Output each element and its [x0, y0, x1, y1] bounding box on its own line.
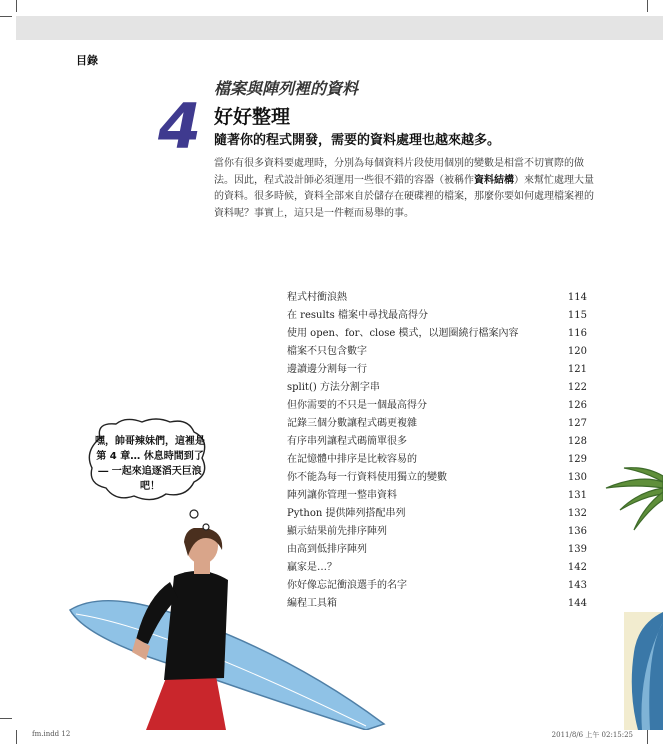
speech-bubble-text: 嘿，帥哥辣妹們，這裡是第 4 章… 休息時間到了 ― 一起來追逐滔天巨浪吧！	[95, 436, 205, 492]
toc-entry-page: 121	[567, 364, 587, 375]
toc-entry-title: 使用 open、for、close 模式，以迴圈繞行檔案內容	[287, 328, 519, 339]
toc-entry-page: 122	[567, 382, 587, 393]
toc-entry-page: 128	[567, 436, 587, 447]
chapter-description	[214, 156, 594, 222]
footer-file-info: fm.indd 12	[32, 730, 71, 738]
toc-entry-title: 有序串列讓程式碼簡單很多	[287, 436, 407, 447]
toc-entry-title: 你好像忘記衝浪選手的名字	[287, 580, 407, 591]
surfer-illustration	[66, 528, 392, 730]
toc-row[interactable]	[287, 379, 587, 397]
toc-entry-page: 131	[567, 490, 587, 501]
crop-mark	[16, 0, 17, 12]
chapter-title: 檔案與陣列裡的資料	[214, 79, 359, 98]
toc-entry-page: 136	[567, 526, 587, 537]
crop-mark	[16, 730, 17, 744]
toc-row[interactable]	[287, 451, 587, 469]
toc-entry-page: 129	[567, 454, 587, 465]
toc-entry-page: 132	[567, 508, 587, 519]
toc-entry-page: 116	[567, 328, 587, 339]
section-label: 目錄	[76, 54, 98, 67]
crop-mark	[0, 16, 12, 17]
crop-mark	[647, 0, 648, 12]
chapter-lead: 隨著你的程式開發，需要的資料處理也越來越多。	[214, 133, 501, 148]
toc-row[interactable]	[287, 343, 587, 361]
chapter-description-part-2: ）來幫忙處理大量的資料。很多時候，資料全部來自於儲存在硬碟裡的檔案，那麼你要如何處理檔案裡的資料呢？事實上，這只是一件輕而易舉的事。	[214, 174, 594, 219]
footer-timestamp: 2011/8/6 上午 02:15:25	[551, 731, 633, 739]
toc-row[interactable]	[287, 397, 587, 415]
crop-mark	[647, 730, 648, 744]
toc-entry-page: 143	[567, 580, 587, 591]
palm-leaf-illustration	[600, 462, 663, 532]
chapter-description-part-1: 當你有很多資料要處理時，分別為每個資料片段使用個別的變數是相當不切實際的做法。因此，程式設計師必須運用一些很不錯的容器（被稱作	[214, 158, 584, 186]
toc-row[interactable]	[287, 361, 587, 379]
toc-entry-page: 142	[567, 562, 587, 573]
toc-entry-page: 130	[567, 472, 587, 483]
crop-mark	[0, 718, 12, 719]
toc-entry-title: 由高到低排序陣列	[287, 544, 367, 555]
toc-row[interactable]	[287, 289, 587, 307]
toc-entry-title: 編程工具箱	[287, 598, 337, 609]
toc-entry-title: 記錄三個分數讓程式碼更複雜	[287, 418, 417, 429]
toc-entry-page: 139	[567, 544, 587, 555]
toc-entry-title: Python 提供陣列搭配串列	[287, 508, 406, 519]
toc-row[interactable]	[287, 415, 587, 433]
toc-entry-title: split() 方法分割字串	[287, 382, 380, 393]
toc-row[interactable]	[287, 469, 587, 487]
toc-entry-title: 程式村衝浪熱	[287, 292, 347, 303]
chapter-subtitle: 好好整理	[214, 106, 291, 128]
toc-entry-title: 在 results 檔案中尋找最高得分	[287, 310, 428, 321]
toc-row[interactable]	[287, 307, 587, 325]
toc-entry-title: 但你需要的不只是一個最高得分	[287, 400, 427, 411]
toc-entry-page: 126	[567, 400, 587, 411]
toc-entry-title: 邊讀邊分割每一行	[287, 364, 367, 375]
toc-entry-title: 贏家是…？	[287, 562, 337, 573]
toc-row[interactable]	[287, 505, 587, 523]
toc-entry-page: 144	[567, 598, 587, 609]
toc-entry-page: 127	[567, 418, 587, 429]
chapter-number: 4	[158, 90, 202, 163]
toc-entry-title: 你不能為每一行資料使用獨立的變數	[287, 472, 447, 483]
toc-row[interactable]	[287, 325, 587, 343]
toc-entry-page: 115	[567, 310, 587, 321]
toc-entry-page: 120	[567, 346, 587, 357]
toc-entry-title: 顯示結果前先排序陣列	[287, 526, 387, 537]
page-header-bar	[16, 16, 663, 40]
thought-dots	[186, 508, 216, 534]
toc-entry-title: 在記憶體中排序是比較容易的	[287, 454, 417, 465]
toc-entry-title: 檔案不只包含數字	[287, 346, 367, 357]
chapter-description-bold: 資料結構	[474, 174, 514, 186]
wave-illustration	[624, 612, 663, 730]
toc-row[interactable]	[287, 433, 587, 451]
toc-entry-title: 陣列讓你管理一整串資料	[287, 490, 397, 501]
toc-row[interactable]	[287, 487, 587, 505]
toc-entry-page: 114	[567, 292, 587, 303]
